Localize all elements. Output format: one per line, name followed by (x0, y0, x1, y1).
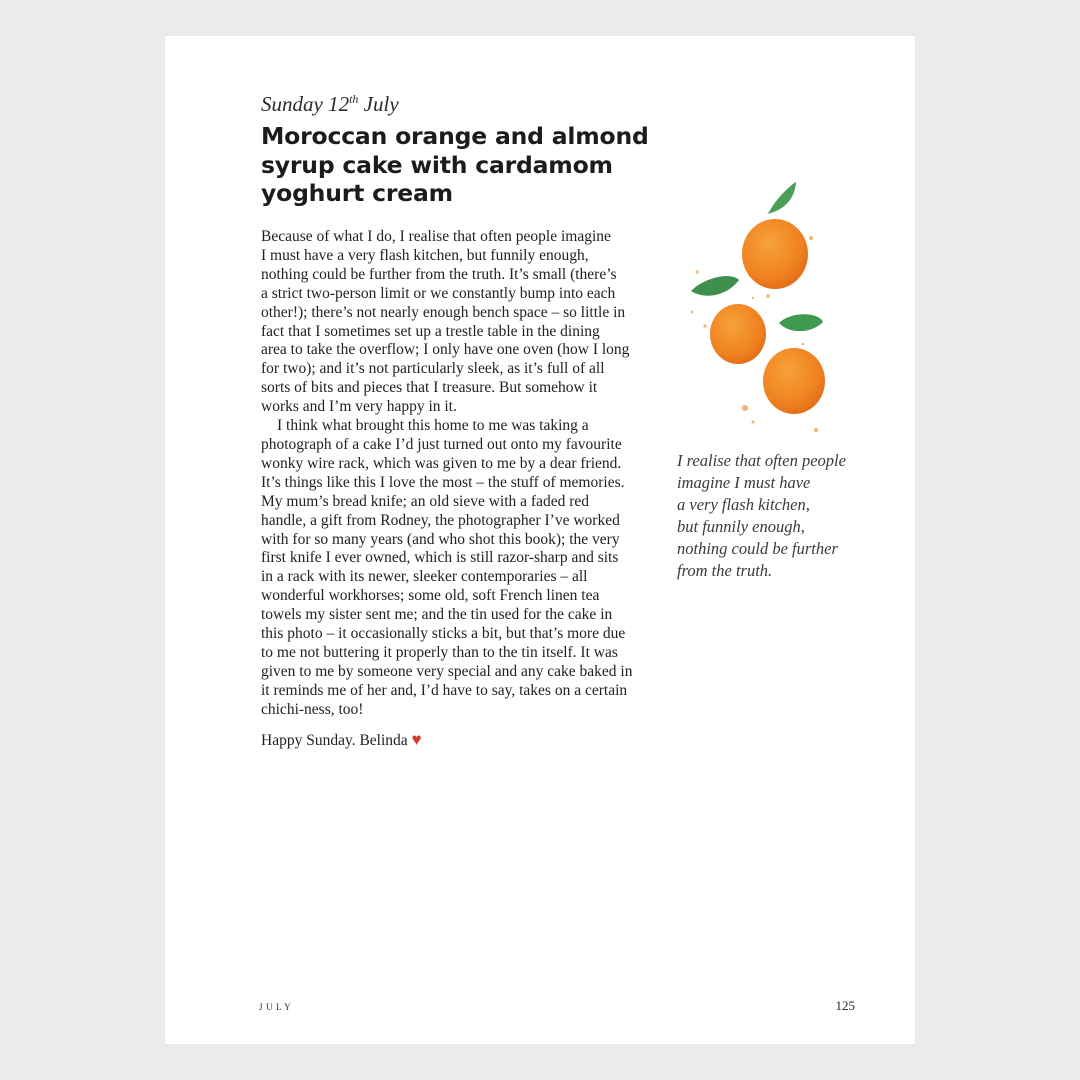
body-line: My mum’s bread knife; an old sieve with a faded red (261, 492, 589, 510)
body-line: a strict two-person limit or we constantly bump into each (261, 284, 616, 302)
pull-quote-line: but funnily enough, (677, 517, 805, 536)
pull-quote-line: I realise that often people (677, 451, 846, 470)
orange-illustration-top (742, 219, 808, 289)
body-line: handle, a gift from Rodney, the photographer I’ve worked (261, 511, 620, 529)
date-month: July (363, 92, 399, 116)
recipe-title (261, 122, 649, 208)
body-line: other!); there’s not nearly enough bench space – so little in (261, 303, 626, 321)
pull-quote (677, 450, 877, 582)
pull-quote-line: nothing could be further (677, 539, 838, 558)
title-line: yoghurt cream (261, 179, 453, 207)
body-line: to me not buttering it properly than to the tin itself. It was (261, 643, 618, 661)
body-line: wonderful workhorses; some old, soft French linen tea (261, 587, 600, 605)
date-day: Sunday 12 (261, 92, 350, 116)
leaf-illustration (691, 276, 739, 296)
body-line: sorts of bits and pieces that I treasure. But somehow it (261, 379, 598, 397)
body-line: in a rack with its newer, sleeker contemporaries – all (261, 568, 588, 586)
body-line: nothing could be further from the truth. It’s small (there’s (261, 265, 617, 283)
orange-illustration-bottom (763, 348, 825, 414)
title-line: syrup cake with cardamom (261, 150, 613, 179)
running-footer-section: JULY (259, 1002, 295, 1012)
oranges-illustration (683, 176, 833, 436)
body-line: area to take the overflow; I only have one oven (how I long (261, 341, 630, 359)
pull-quote-line: from the truth. (677, 561, 773, 580)
date-heading (261, 92, 399, 117)
body-line: first knife I ever owned, which is still razor-sharp and sits (261, 549, 619, 567)
leaf-illustration (779, 314, 823, 331)
title-line: Moroccan orange and almond (261, 122, 649, 150)
pull-quote-line: a very flash kitchen, (677, 495, 810, 514)
signoff (261, 730, 422, 750)
date-ordinal: th (349, 92, 359, 106)
orange-illustration-middle (710, 304, 766, 364)
body-line: fact that I sometimes set up a trestle table in the dining (261, 322, 600, 340)
body-line: works and I’m very happy in it. (261, 398, 457, 416)
page-number: 125 (835, 998, 855, 1013)
body-line: I think what brought this home to me was taking a (277, 417, 589, 435)
body-line: it reminds me of her and, I’d have to say, takes on a certain (261, 681, 628, 699)
body-line: wonky wire rack, which was given to me by a dear friend. (261, 454, 622, 472)
body-line: chichi-ness, too! (261, 700, 364, 718)
body-line: Because of what I do, I realise that often people imagine (261, 228, 611, 245)
body-line: It’s things like this I love the most – the stuff of memories. (261, 473, 625, 491)
pull-quote-line: imagine I must have (677, 473, 811, 492)
signoff-text: Happy Sunday. Belinda (261, 732, 408, 749)
body-line: this photo – it occasionally sticks a bit, but that’s more due (261, 625, 626, 643)
body-line: with for so many years (and who shot this book); the very (261, 530, 620, 548)
heart-icon: ♥ (411, 730, 422, 749)
body-line: given to me by someone very special and any cake baked in (261, 662, 633, 680)
body-line: photograph of a cake I’d just turned out onto my favourite (261, 435, 622, 453)
body-copy (261, 228, 661, 720)
body-line: I must have a very flash kitchen, but funnily enough, (261, 246, 589, 264)
book-page (165, 36, 915, 1044)
body-line: for two); and it’s not particularly sleek, as it’s full of all (261, 360, 605, 378)
body-line: towels my sister sent me; and the tin used for the cake in (261, 606, 613, 624)
leaf-illustration (767, 182, 796, 214)
